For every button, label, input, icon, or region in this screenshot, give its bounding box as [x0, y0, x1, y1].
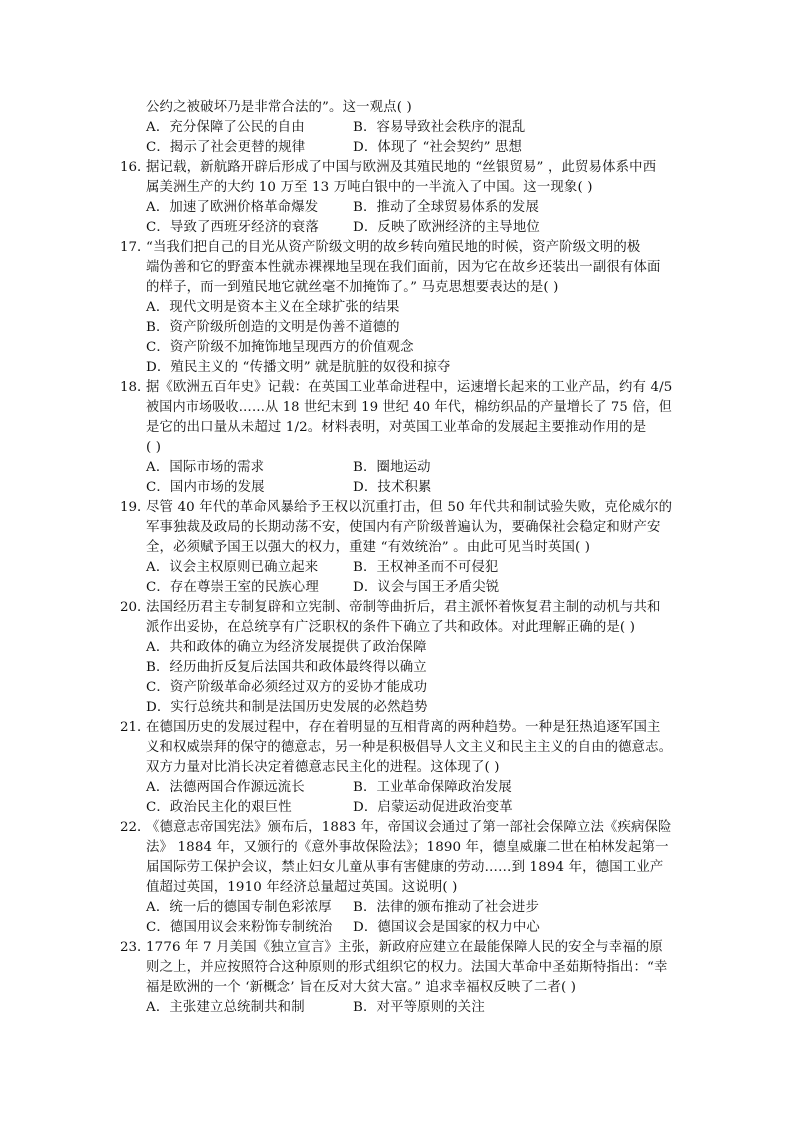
- q17-option-b: B．资产阶级所创造的文明是伪善不道德的: [146, 320, 400, 335]
- q21-option-a: A．法德两国合作源远流长: [146, 780, 305, 795]
- q15-stem-line-1: 公约之被破坏乃是非常合法的”。这一观点( ): [146, 100, 412, 115]
- q22-stem-line-1: 《德意志帝国宪法》颁布后，1883 年，帝国议会通过了第一部社会保障立法《疾病保险: [146, 820, 672, 835]
- q18-option-c: C．国内市场的发展: [146, 480, 265, 495]
- q16-stem-line-2: 属美洲生产的大约 10 万至 13 万吨白银中的一半流入了中国。这一现象( ): [146, 180, 593, 195]
- q22-stem-line-4: 值超过英国，1910 年经济总量超过英国。这说明( ): [146, 880, 458, 895]
- q20-option-d: D．实行总统共和制是法国历史发展的必然趋势: [146, 700, 428, 715]
- q23-stem-line-2: 则之上，并应按照符合这种原则的形式组织它的权力。法国大革命中圣茹斯特指出：“幸: [146, 960, 668, 975]
- q16-option-d: D．反映了欧洲经济的主导地位: [353, 220, 540, 235]
- q22-option-d: D．德国议会是国家的权力中心: [353, 920, 540, 935]
- q18-stem-line-1: 据《欧洲五百年史》记载：在英国工业革命进程中，运速增长起来的工业产品，约有 4/5: [146, 380, 673, 395]
- q19-option-d: D．议会与国王矛盾尖锐: [353, 580, 500, 595]
- q20-option-b: B．经历曲折反复后法国共和政体最终得以确立: [146, 660, 427, 675]
- q23-stem-line-3: 福是欧洲的一个 ‘新概念’ 旨在反对大贫大富。” 追求幸福权反映了二者( ): [146, 980, 577, 995]
- q22-stem-line-2: 法》 1884 年，又颁行的《意外事故保险法》；1890 年，德皇威廉二世在柏林发起第一: [146, 840, 669, 855]
- q19-number: 19．: [120, 500, 151, 515]
- q20-option-a: A．共和政体的确立为经济发展提供了政治保障: [146, 640, 427, 655]
- q17-option-c: C．资产阶级不加掩饰地呈现西方的价值观念: [146, 340, 414, 355]
- q23-stem-line-1: 1776 年 7 月美国《独立宣言》主张，新政府应建立在最能保障人民的安全与幸福的原: [146, 940, 663, 955]
- q20-number: 20．: [120, 600, 151, 615]
- q19-option-a: A．议会主权原则已确立起来: [146, 560, 319, 575]
- q18-option-b: B．圈地运动: [353, 460, 431, 475]
- q21-number: 21．: [120, 720, 151, 735]
- q20-option-c: C．资产阶级革命必须经过双方的妥协才能成功: [146, 680, 428, 695]
- q18-option-d: D．技术积累: [353, 480, 432, 495]
- q17-stem-line-1: “当我们把自己的目光从资产阶级文明的故乡转向殖民地的时候，资产阶级文明的极: [146, 240, 641, 255]
- q18-stem-line-4: ( ): [146, 440, 162, 455]
- q19-option-b: B．王权神圣而不可侵犯: [353, 560, 499, 575]
- q23-option-b: B．对平等原则的关注: [353, 1000, 485, 1015]
- q21-stem-line-1: 在德国历史的发展过程中，存在着明显的互相背离的两种趋势。一种是狂热追逐军国主: [146, 720, 661, 735]
- q16-stem-line-1: 据记载，新航路开辟后形成了中国与欧洲及其殖民地的 “丝银贸易” ，此贸易体系中西: [146, 160, 657, 175]
- q22-stem-line-3: 届国际劳工保护会议，禁止妇女儿童从事有害健康的劳动……到 1894 年，德国工业产: [146, 860, 664, 875]
- q22-number: 22．: [120, 820, 151, 835]
- q19-stem-line-2: 军事独裁及政局的长期动荡不安，使国内有产阶级普遍认为，要确保社会稳定和财产安: [146, 520, 661, 535]
- q19-option-c: C．存在尊崇王室的民族心理: [146, 580, 319, 595]
- q22-option-c: C．德国用议会来粉饰专制统治: [146, 920, 333, 935]
- q15-option-b: B．容易导致社会秩序的混乱: [353, 120, 526, 135]
- q15-option-c: C．揭示了社会更替的规律: [146, 140, 306, 155]
- q21-option-c: C．政治民主化的艰巨性: [146, 800, 292, 815]
- q17-stem-line-3: 的样子，而一到殖民地它就丝毫不加掩饰了。” 马克思想要表达的是( ): [146, 280, 559, 295]
- q19-stem-line-1: 尽管 40 年代的革命风暴给予王权以沉重打击，但 50 年代共和制试验失败，克伦威尔的: [146, 500, 673, 515]
- q21-stem-line-2: 义和权威崇拜的保守的德意志，另一种是积极倡导人文主义和民主主义的自由的德意志。: [146, 740, 673, 755]
- q18-option-a: A．国际市场的需求: [146, 460, 265, 475]
- q16-option-c: C．导致了西班牙经济的衰落: [146, 220, 319, 235]
- q18-number: 18．: [120, 380, 151, 395]
- q17-option-a: A．现代文明是资本主义在全球扩张的结果: [146, 300, 400, 315]
- q22-option-a: A．统一后的德国专制色彩浓厚: [146, 900, 332, 915]
- q21-option-b: B．工业革命保障政治发展: [353, 780, 512, 795]
- q16-option-a: A．加速了欧洲价格革命爆发: [146, 200, 319, 215]
- q20-stem-line-2: 派作出妥协，在总统享有广泛职权的条件下确立了共和政体。对此理解正确的是( ): [146, 620, 636, 635]
- q23-number: 23．: [120, 940, 151, 955]
- q22-option-b: B．法律的颁布推动了社会进步: [353, 900, 540, 915]
- q23-option-a: A．主张建立总统制共和制: [146, 1000, 305, 1015]
- q15-option-a: A．充分保障了公民的自由: [146, 120, 305, 135]
- q17-number: 17．: [120, 240, 151, 255]
- q18-stem-line-3: 是它的出口量从未超过 1/2。材料表明，对英国工业革命的发展起主要推动作用的是: [146, 420, 647, 435]
- q21-option-d: D．启蒙运动促进政治变革: [353, 800, 513, 815]
- q16-number: 16．: [120, 160, 151, 175]
- q21-stem-line-3: 双方力量对比消长决定着德意志民主化的进程。这体现了( ): [146, 760, 500, 775]
- q16-option-b: B．推动了全球贸易体系的发展: [353, 200, 540, 215]
- q15-option-d: D．体现了 “社会契约” 思想: [353, 140, 523, 155]
- q19-stem-line-3: 全，必须赋予国王以强大的权力，重建 “有效统治” 。由此可见当时英国( ): [146, 540, 591, 555]
- q18-stem-line-2: 被国内市场吸收……从 18 世纪末到 19 世纪 40 年代，棉纺织品的产量增长了 75 倍，但: [146, 400, 672, 415]
- q20-stem-line-1: 法国经历君主专制复辟和立宪制、帝制等曲折后，君主派怀着恢复君主制的动机与共和: [146, 600, 661, 615]
- q17-stem-line-2: 端伪善和它的野蛮本性就赤裸裸地呈现在我们面前，因为它在故乡还装出一副很有体面: [146, 260, 661, 275]
- q17-option-d: D．殖民主义的 “传播文明” 就是肮脏的奴役和掠夺: [146, 360, 451, 375]
